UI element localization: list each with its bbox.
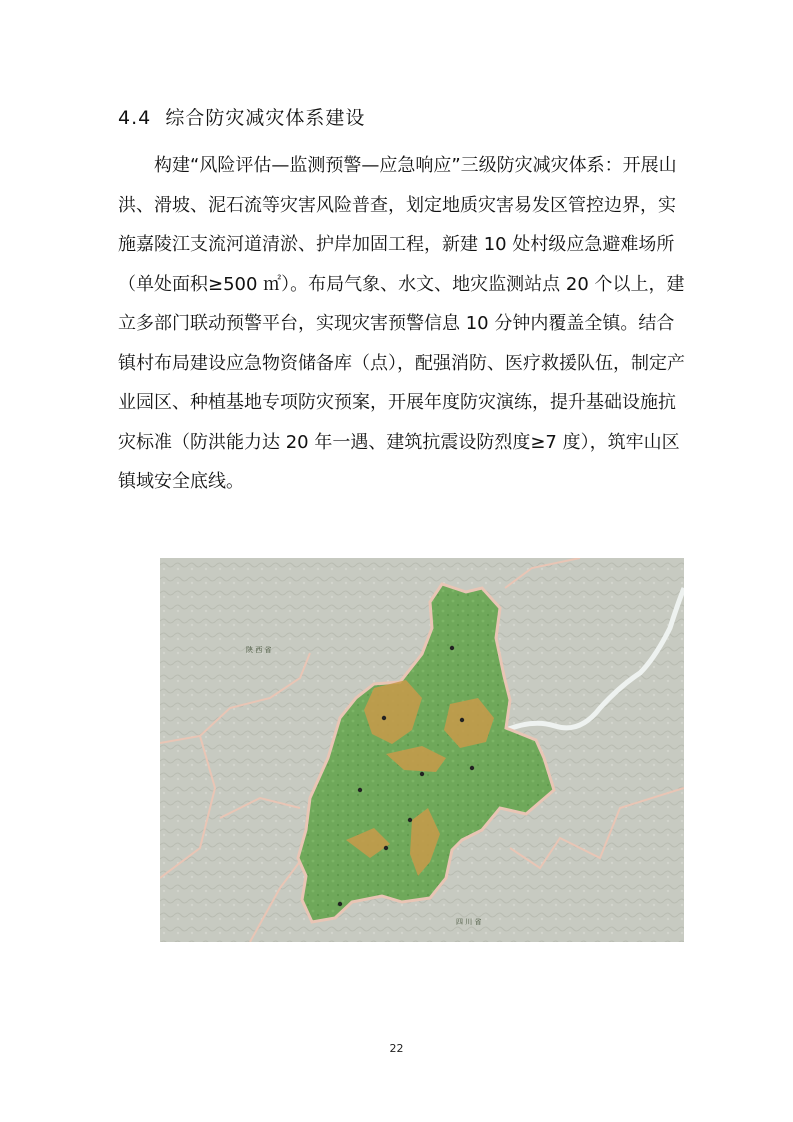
province-label-shaanxi: 陕 西 省 xyxy=(246,646,272,654)
map-canvas xyxy=(160,558,684,942)
paragraph-text: 构建“风险评估—监测预警—应急响应”三级防灾减灾体系：开展山洪、滑坡、泥石流等灾害风险普查，划定地质灾害易发区管控边界，实施嘉陵江支流河道清淤、护岸加固工程，新建 10 处村级应急避难场所（单处面积≥500 ㎡）。布局气象、水文、地灾监测站点 20 个以上，建立多部门联动预警平台，实现灾害预警信息 10 分钟内覆盖全镇。结合镇村布局建设应急物资储备库（点），配强消防、医疗救援队伍，制定产业园区、种植基地专项防灾预案，开展年度防灾演练，提升基础设施抗灾标准（防洪能力达 20 年一遇、建筑抗震设防烈度≥7 度），筑牢山区镇域安全底线。 xyxy=(118,155,685,492)
body-paragraph xyxy=(118,146,688,502)
page-number: 22 xyxy=(389,1042,404,1055)
section-heading xyxy=(118,103,365,130)
township-map xyxy=(160,558,684,942)
province-label-sichuan: 四 川 省 xyxy=(456,918,482,926)
section-number: 4.4 xyxy=(118,107,152,129)
section-title: 综合防灾减灾体系建设 xyxy=(165,107,366,129)
